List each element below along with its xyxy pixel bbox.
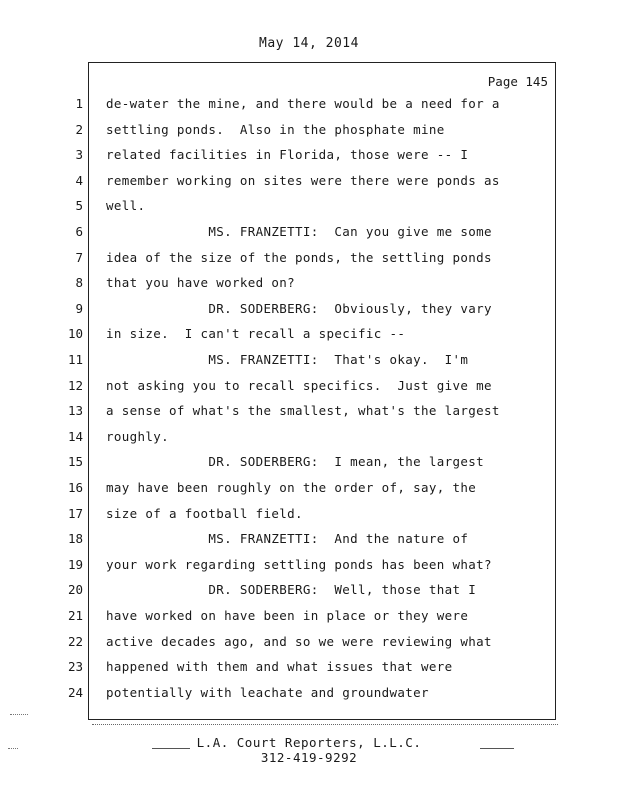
transcript-line-text: well.: [106, 198, 146, 214]
transcript-line-text: not asking you to recall specifics. Just give me: [106, 377, 492, 393]
line-number: 7: [75, 249, 83, 265]
transcript-line-text: happened with them and what issues that were: [106, 659, 453, 675]
line-number: 13: [67, 403, 83, 419]
transcript-line-text: remember working on sites were there were ponds as: [106, 172, 500, 188]
line-number: 14: [67, 428, 83, 444]
footer-rule-left: [152, 748, 190, 749]
line-number: 18: [67, 531, 83, 547]
transcript-line-text: DR. SODERBERG: I mean, the largest: [106, 454, 485, 470]
transcript-line-text: a sense of what's the smallest, what's the largest: [106, 403, 500, 419]
transcript-line-text: MS. FRANZETTI: Can you give me some: [106, 224, 492, 239]
footer-company: L.A. Court Reporters, L.L.C.: [196, 735, 422, 750]
frame-edge-shadow: [92, 720, 558, 725]
line-number: 12: [67, 377, 83, 393]
line-number: 5: [75, 198, 83, 214]
line-number: 9: [75, 300, 83, 316]
page-number-label: Page 145: [487, 74, 548, 89]
footer-rule-right: [480, 748, 514, 749]
line-number: 16: [67, 480, 83, 495]
transcript-line-text: related facilities in Florida, those were -- I: [106, 147, 469, 163]
line-number: 17: [67, 505, 83, 521]
line-number: 4: [75, 172, 83, 188]
line-number: 20: [67, 582, 83, 598]
transcript-line-text: MS. FRANZETTI: That's okay. I'm: [106, 352, 469, 367]
transcript-line-text: may have been roughly on the order of, say, the: [106, 480, 477, 495]
line-number: 23: [67, 659, 83, 675]
transcript-line-text: DR. SODERBERG: Well, those that I: [106, 582, 477, 598]
transcript-date: May 14, 2014: [259, 36, 359, 51]
line-number: 6: [75, 224, 83, 239]
transcript-line-text: settling ponds. Also in the phosphate mine: [106, 121, 445, 137]
transcript-line-text: idea of the size of the ponds, the settling ponds: [106, 249, 492, 265]
transcript-line-text: active decades ago, and so we were reviewing what: [106, 633, 492, 649]
scan-speck: [8, 748, 18, 749]
transcript-line-text: MS. FRANZETTI: And the nature of: [106, 531, 469, 547]
transcript-line-text: have worked on have been in place or they were: [106, 608, 469, 623]
scan-speck: [10, 714, 28, 715]
line-number: 19: [67, 556, 83, 572]
line-number: 24: [67, 684, 83, 700]
line-number: 3: [75, 147, 83, 163]
line-number: 2: [75, 121, 83, 137]
transcript-line-text: that you have worked on?: [106, 275, 296, 291]
line-number: 1: [75, 96, 83, 111]
transcript-line-text: roughly.: [106, 428, 170, 444]
line-number: 8: [75, 275, 83, 291]
line-number: 22: [67, 633, 83, 649]
transcript-line-text: your work regarding settling ponds has been what?: [106, 556, 492, 572]
line-number: 15: [67, 454, 83, 470]
transcript-line-text: potentially with leachate and groundwater: [106, 684, 429, 700]
line-number: 11: [67, 352, 83, 367]
transcript-line-text: de-water the mine, and there would be a need for a: [106, 96, 500, 111]
transcript-line-text: DR. SODERBERG: Obviously, they vary: [106, 300, 492, 316]
transcript-line-text: size of a football field.: [106, 505, 303, 521]
line-number: 10: [67, 326, 83, 342]
transcript-line-text: in size. I can't recall a specific --: [106, 326, 406, 342]
line-number: 21: [67, 608, 83, 623]
footer-phone: 312-419-9292: [260, 750, 358, 765]
